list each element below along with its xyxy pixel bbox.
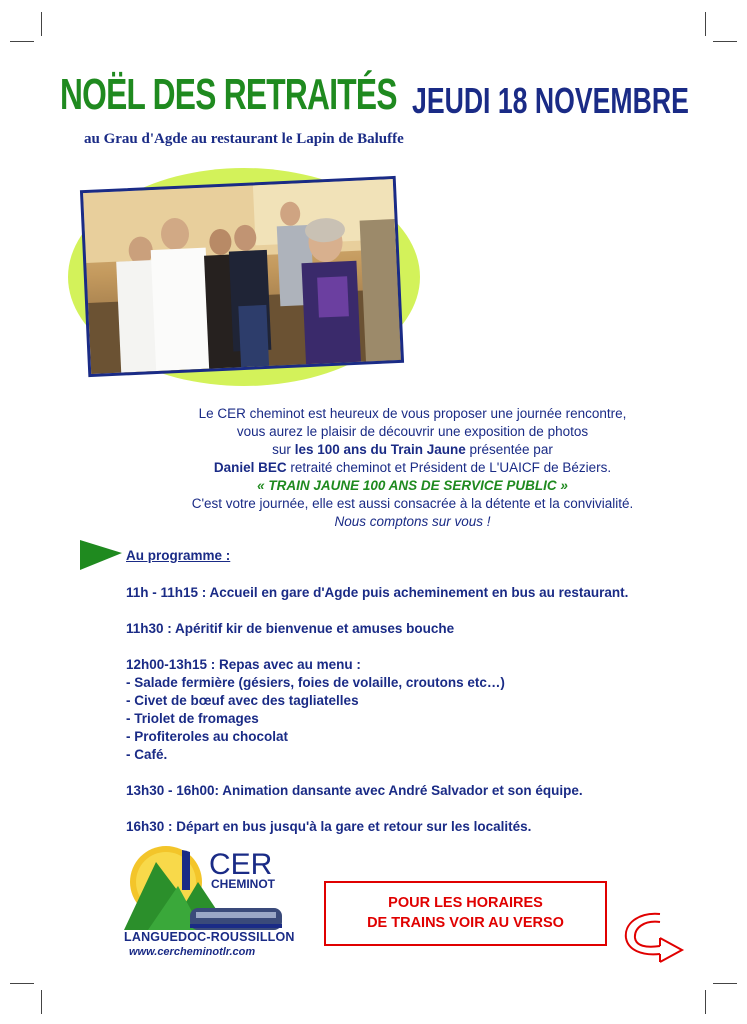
schedule-item: 16h30 : Départ en bus jusqu'à la gare et retour sur les localités. xyxy=(126,819,532,834)
crop-mark xyxy=(705,12,706,36)
intro-line xyxy=(120,441,705,459)
presenter-name: Daniel BEC xyxy=(213,460,287,475)
schedule-item: 11h30 : Apéritif kir de bienvenue et amuses bouche xyxy=(126,621,455,636)
event-location: au Grau d'Agde au restaurant le Lapin de Baluffe xyxy=(84,131,404,147)
logo-region-text: LANGUEDOC-ROUSSILLON xyxy=(124,930,295,944)
crop-mark xyxy=(713,983,737,984)
crop-mark xyxy=(713,41,737,42)
intro-line: C'est votre journée, elle est aussi consacrée à la détente et la convivialité. xyxy=(191,496,634,511)
menu-item: - Triolet de fromages xyxy=(126,711,259,726)
schedule-item: 13h30 - 16h00: Animation dansante avec André Salvador et son équipe. xyxy=(126,783,583,798)
menu-item: - Salade fermière (gésiers, foies de volaille, croutons etc…) xyxy=(126,675,505,690)
page-title: NOËL DES RETRAITÉS xyxy=(60,70,397,119)
notice-line: DE TRAINS VOIR AU VERSO xyxy=(367,915,564,931)
logo-url-text: www.cercheminotlr.com xyxy=(129,946,256,958)
crop-mark xyxy=(705,990,706,1014)
menu-item: - Café. xyxy=(126,747,168,762)
dancing-photo-illustration xyxy=(83,179,401,374)
schedule-item: 11h - 11h15 : Accueil en gare d'Agde puis acheminement en bus au restaurant. xyxy=(126,585,629,600)
event-date: JEUDI 18 NOVEMBRE xyxy=(412,80,689,121)
intro-line xyxy=(120,459,705,477)
crop-mark xyxy=(41,990,42,1014)
crop-mark xyxy=(10,983,34,984)
train-schedule-notice xyxy=(324,881,607,946)
intro-line: Le CER cheminot est heureux de vous proposer une journée rencontre, xyxy=(198,406,627,421)
schedule-item: 12h00-13h15 : Repas avec au menu : xyxy=(126,657,361,672)
intro-paragraph xyxy=(120,405,705,531)
train-jaune-highlight: les 100 ans du Train Jaune xyxy=(294,442,466,457)
intro-text: sur xyxy=(272,442,295,457)
pointer-arrow-icon xyxy=(80,540,122,570)
program-heading: Au programme : xyxy=(126,548,231,563)
crop-mark xyxy=(41,12,42,36)
logo-cer-text: CER xyxy=(209,848,273,881)
exhibition-title: « TRAIN JAUNE 100 ANS DE SERVICE PUBLIC » xyxy=(257,478,568,493)
turn-page-arrow-icon xyxy=(620,908,686,964)
intro-line: vous aurez le plaisir de découvrir une exposition de photos xyxy=(236,424,589,439)
intro-text: retraité cheminot et Président de L'UAICF de Béziers. xyxy=(286,460,612,475)
crop-mark xyxy=(10,41,34,42)
menu-item: - Civet de bœuf avec des tagliatelles xyxy=(126,693,359,708)
notice-line: POUR LES HORAIRES xyxy=(388,895,543,911)
logo-cheminot-text: CHEMINOT xyxy=(211,877,275,891)
closing-line: Nous comptons sur vous ! xyxy=(334,514,491,529)
menu-item: - Profiteroles au chocolat xyxy=(126,729,289,744)
intro-text: présentée par xyxy=(465,442,553,457)
dancing-photo xyxy=(80,176,404,377)
